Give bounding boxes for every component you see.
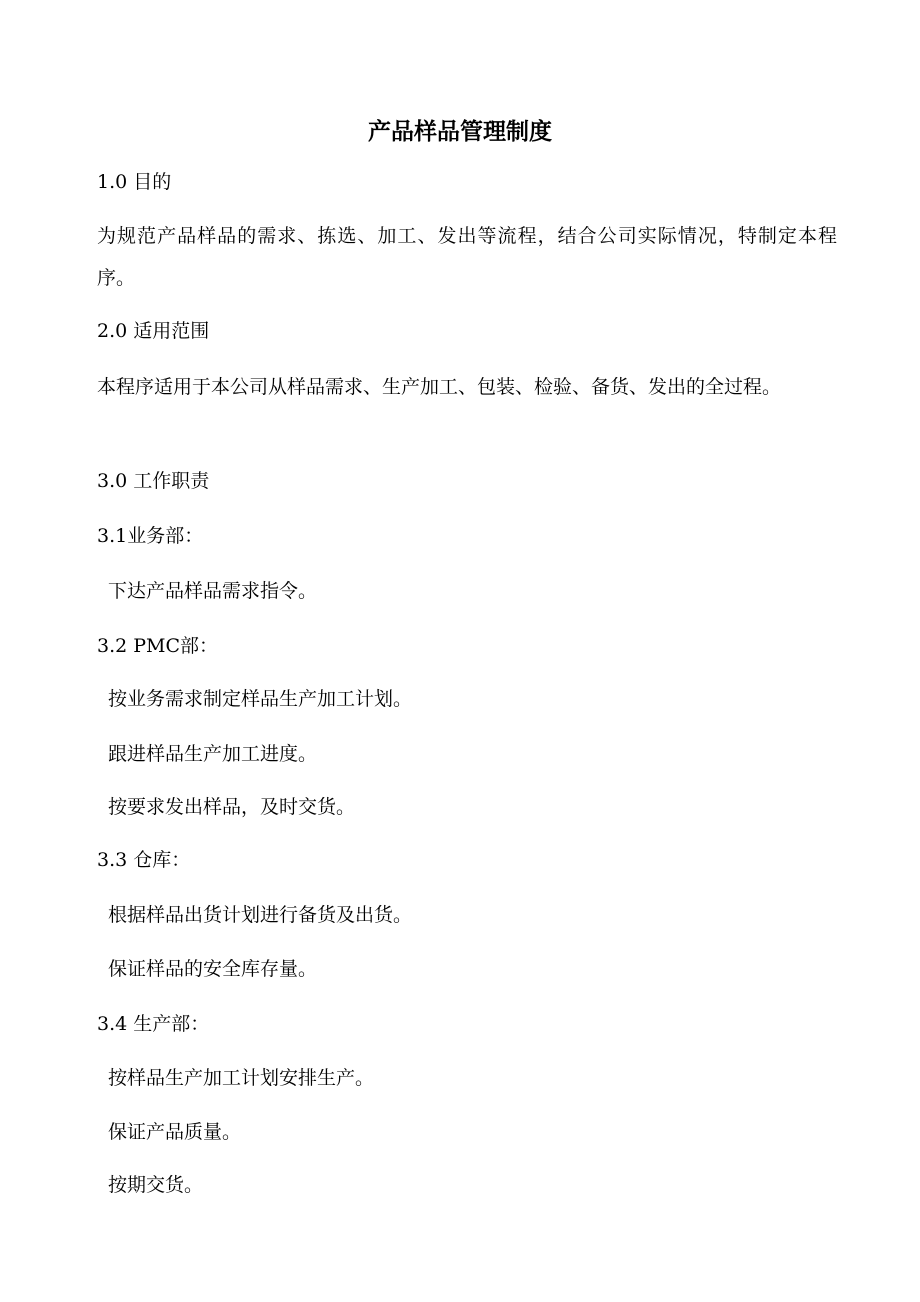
section-3-2-item: 按业务需求制定样品生产加工计划。 (108, 688, 413, 710)
section-2-heading: 2.0 适用范围 (97, 320, 210, 342)
section-2-body: 本程序适用于本公司从样品需求、生产加工、包装、检验、备货、发出的全过程。 (97, 376, 782, 398)
section-1-heading: 1.0 目的 (97, 171, 172, 193)
section-3-3-item: 保证样品的安全库存量。 (108, 958, 318, 980)
section-3-4-item: 保证产品质量。 (108, 1121, 242, 1143)
section-3-3-heading: 3.3 仓库： (97, 849, 191, 871)
section-3-3-item: 根据样品出货计划进行备货及出货。 (108, 904, 413, 926)
section-3-4-item: 按样品生产加工计划安排生产。 (108, 1067, 375, 1089)
section-3-2-heading: 3.2 PMC部： (97, 635, 219, 657)
section-3-1-heading: 3.1业务部： (97, 525, 204, 547)
document-title: 产品样品管理制度 (368, 119, 552, 145)
section-3-heading: 3.0 工作职责 (97, 470, 210, 492)
section-3-2-item: 跟进样品生产加工进度。 (108, 743, 318, 765)
section-3-2-item: 按要求发出样品，及时交货。 (108, 796, 356, 818)
section-3-4-item: 按期交货。 (108, 1174, 204, 1196)
section-1-body: 为规范产品样品的需求、拣选、加工、发出等流程，结合公司实际情况，特制定本程序。 (97, 225, 837, 289)
section-3-1-item: 下达产品样品需求指令。 (108, 580, 318, 602)
section-3-4-heading: 3.4 生产部： (97, 1013, 210, 1035)
